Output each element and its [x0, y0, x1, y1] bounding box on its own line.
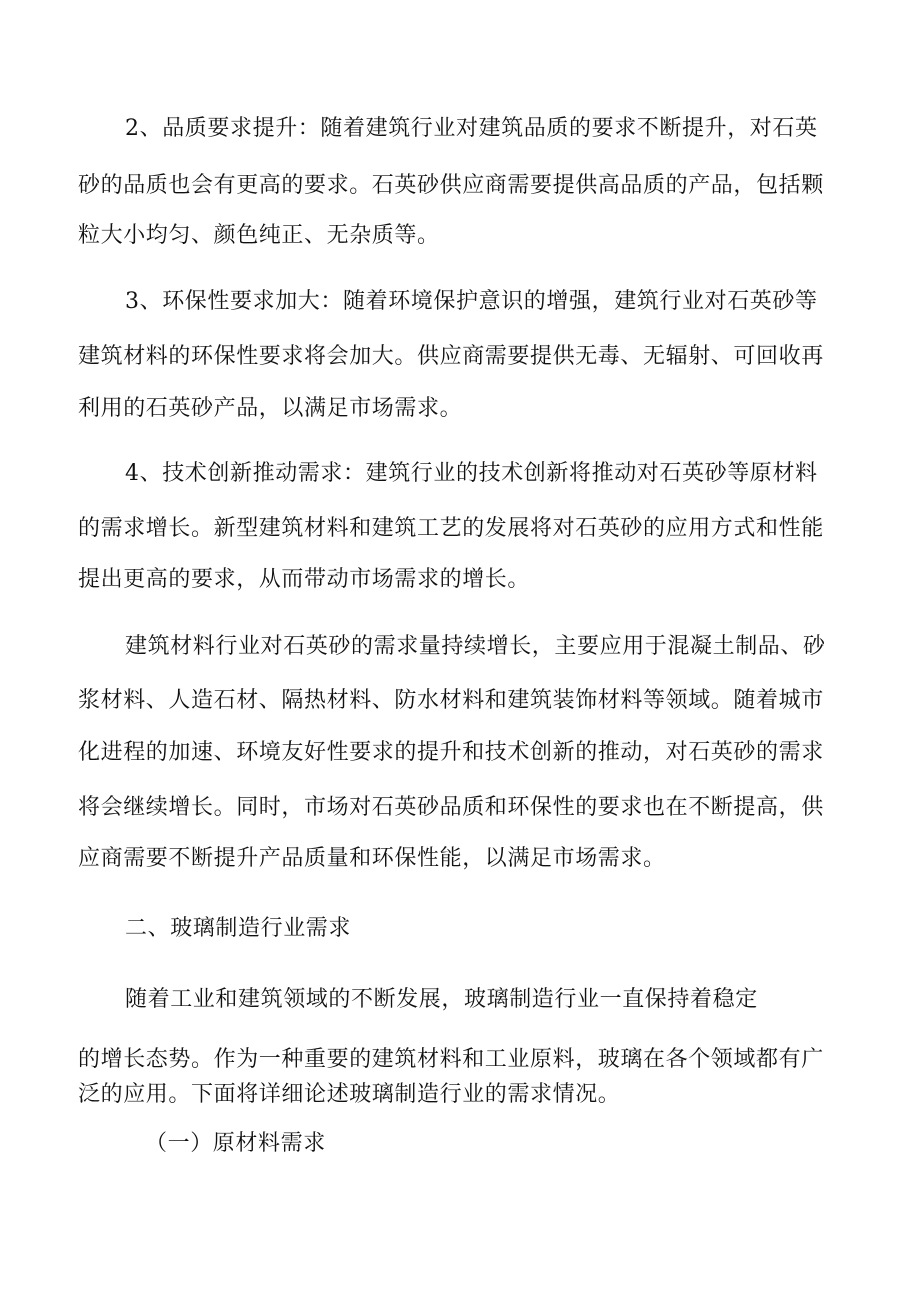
paragraph-1-line-3: 粒大小均匀、颜色纯正、无杂质等。 [78, 223, 440, 248]
paragraph-4-line-5: 应商需要不断提升产品质量和环保性能，以满足市场需求。 [78, 846, 666, 871]
paragraph-4-line-2: 浆材料、人造石材、隔热材料、防水材料和建筑装饰材料等领域。随着城市 [78, 688, 824, 713]
subheading: （一）原材料需求 [145, 1131, 326, 1156]
paragraph-3-line-2: 的需求增长。新型建筑材料和建筑工艺的发展将对石英砂的应用方式和性能 [78, 516, 824, 541]
intro-line-3: 泛的应用。下面将详细论述玻璃制造行业的需求情况。 [78, 1082, 621, 1107]
paragraph-4-line-1: 建筑材料行业对石英砂的需求量持续增长，主要应用于混凝土制品、砂 [125, 634, 826, 659]
paragraph-3-line-3: 提出更高的要求，从而带动市场需求的增长。 [78, 567, 531, 592]
paragraph-2-line-1: 3、环保性要求加大：随着环境保护意识的增强，建筑行业对石英砂等 [125, 289, 818, 314]
paragraph-1-line-2: 砂的品质也会有更高的要求。石英砂供应商需要提供高品质的产品，包括颗 [78, 173, 824, 198]
intro-line-1: 随着工业和建筑领域的不断发展，玻璃制造行业一直保持着稳定 [125, 987, 758, 1012]
paragraph-3-line-1: 4、技术创新推动需求：建筑行业的技术创新将推动对石英砂等原材料 [125, 461, 818, 486]
section-heading: 二、玻璃制造行业需求 [125, 916, 352, 941]
paragraph-2-line-3: 利用的石英砂产品，以满足市场需求。 [78, 396, 463, 421]
paragraph-2-line-2: 建筑材料的环保性要求将会加大。供应商需要提供无毒、无辐射、可回收再 [78, 344, 824, 369]
intro-line-2: 的增长态势。作为一种重要的建筑材料和工业原料，玻璃在各个领域都有广 [78, 1047, 824, 1072]
paragraph-4-line-3: 化进程的加速、环境友好性要求的提升和技术创新的推动，对石英砂的需求 [78, 740, 824, 765]
paragraph-1-line-1: 2、品质要求提升：随着建筑行业对建筑品质的要求不断提升，对石英 [125, 116, 818, 141]
paragraph-4-line-4: 将会继续增长。同时，市场对石英砂品质和环保性的要求也在不断提高，供 [78, 795, 824, 820]
